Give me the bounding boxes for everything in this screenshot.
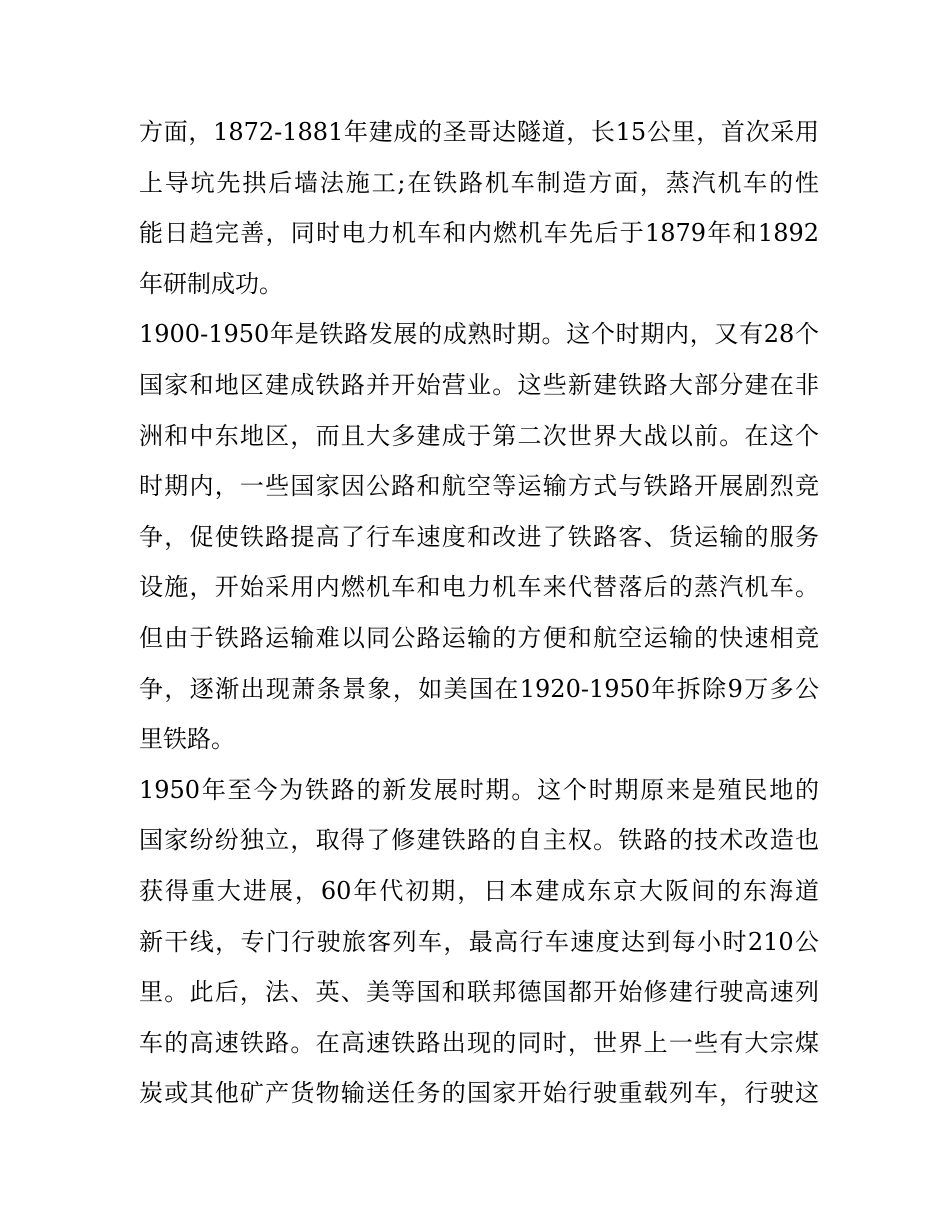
text-line: 新干线，专门行驶旅客列车，最高行车速度达到每小时210公	[139, 927, 819, 956]
text-line: 设施，开始采用内燃机车和电力机车来代替落后的蒸汽机车。	[139, 573, 819, 602]
text-line: 洲和中东地区，而且大多建成于第二次世界大战以前。在这个	[139, 421, 819, 450]
text-line: 上导坑先拱后墙法施工;在铁路机车制造方面，蒸汽机车的性	[139, 168, 819, 197]
text-line: 但由于铁路运输难以同公路运输的方便和航空运输的快速相竞	[139, 623, 819, 652]
text-line: 争，促使铁路提高了行车速度和改进了铁路客、货运输的服务	[139, 522, 819, 551]
text-line: 1900-1950年是铁路发展的成熟时期。这个时期内，又有28个	[139, 320, 819, 349]
text-line: 国家纷纷独立，取得了修建铁路的自主权。铁路的技术改造也	[139, 826, 819, 855]
text-line: 里。此后，法、英、美等国和联邦德国都开始修建行驶高速列	[139, 978, 819, 1007]
text-line: 能日趋完善，同时电力机车和内燃机车先后于1879年和1892	[139, 219, 819, 248]
text-line: 时期内，一些国家因公路和航空等运输方式与铁路开展剧烈竞	[139, 472, 819, 501]
text-line: 国家和地区建成铁路并开始营业。这些新建铁路大部分建在非	[139, 370, 819, 399]
text-line: 车的高速铁路。在高速铁路出现的同时，世界上一些有大宗煤	[139, 1028, 819, 1057]
text-line: 方面，1872-1881年建成的圣哥达隧道，长15公里，首次采用	[139, 118, 819, 146]
body-text	[139, 107, 819, 1119]
text-line: 获得重大进展，60年代初期，日本建成东京大阪间的东海道	[139, 876, 819, 905]
text-line: 争，逐渐出现萧条景象，如美国在1920-1950年拆除9万多公	[139, 674, 819, 703]
text-line: 里铁路。	[139, 725, 235, 754]
text-line: 1950年至今为铁路的新发展时期。这个时期原来是殖民地的	[139, 775, 819, 804]
text-line: 炭或其他矿产货物输送任务的国家开始行驶重载列车，行驶这	[139, 1079, 819, 1108]
text-line: 年研制成功。	[139, 269, 283, 298]
